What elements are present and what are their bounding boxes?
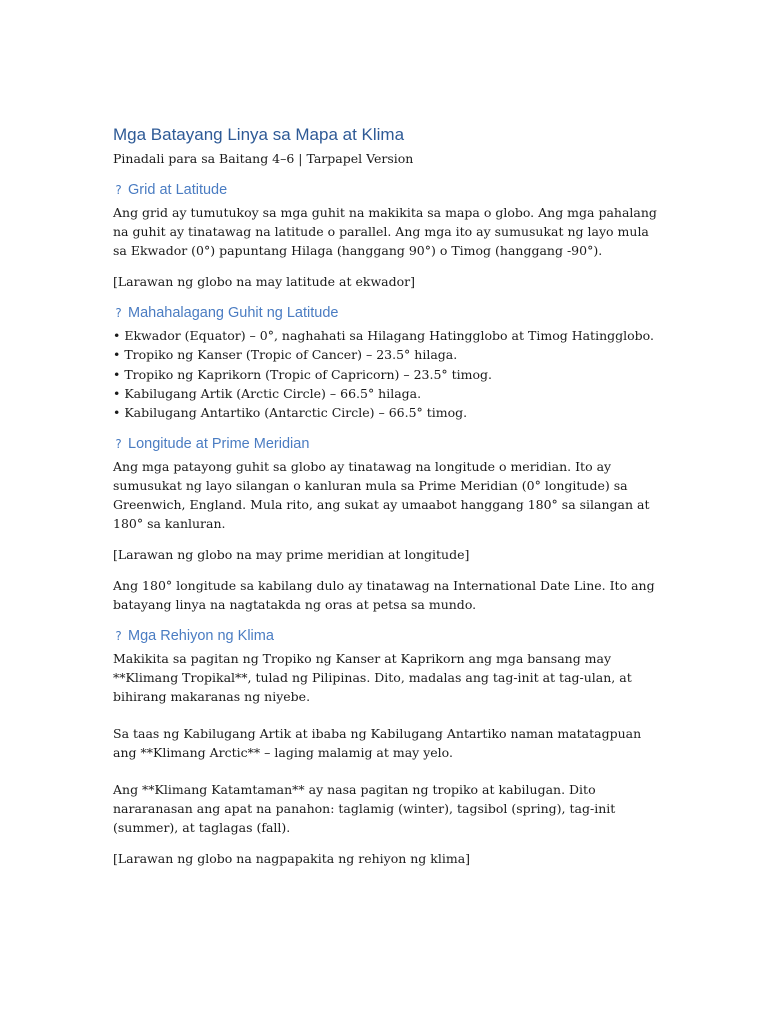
missing-glyph-icon: ? [115,629,122,644]
list-item: • Kabilugang Antartiko (Antarctic Circle) – 66.5° timog. [113,405,468,421]
list-item: • Tropiko ng Kaprikorn (Tropic of Capricorn) – 23.5° timog. [113,366,493,382]
climate-tropical-paragraph: Makikita sa pagitan ng Tropiko ng Kanser at Kaprikorn ang mga bansang may **Klimang Tropikal**, tulad ng Pilipinas. Dito, madalas ang tag-init at tag-ulan, at bihirang makaranas ng niyebe. [113,651,632,705]
section-heading-text: Mahahalagang Guhit ng Latitude [128,305,339,321]
missing-glyph-icon: ? [115,306,122,320]
section-heading-text: Mga Rehiyon ng Klima [128,628,274,645]
longitude-paragraph: Ang mga patayong guhit sa globo ay tinatawag na longitude o meridian. Ito ay sumusukat ng layo silangan o kanluran mula sa Prime Meridian (0° longitude) sa Greenwich, England. Mula rito, ang sukat ay umaabot hanggang 180° sa silangan at 180° sa kanluran. [113,459,650,532]
section-heading-grid [113,180,663,200]
list-item: • Ekwador (Equator) – 0°, naghahati sa Hilagang Hatingglobo at Timog Hatingglobo. [113,328,654,343]
document-page [113,124,663,880]
grid-paragraph: Ang grid ay tumutukoy sa mga guhit na makikita sa mapa o globo. Ang mga pahalang na guhit ay tinatawag na latitude o parallel. Ang mga ito ay sumusukat ng layo mula sa Ekwador (0°) papuntang Hilaga (hanggang 90°) o Timog (hanggang -90°). [113,205,657,258]
list-item: • Tropiko ng Kanser (Tropic of Cancer) – 23.5° hilaga. [113,347,458,363]
missing-glyph-icon: ? [115,437,122,452]
date-line-paragraph: Ang 180° longitude sa kabilang dulo ay tinatawag na International Date Line. Ito ang batayang linya na nagtatakda ng oras at petsa sa mundo. [113,578,655,613]
climate-arctic-paragraph: Sa taas ng Kabilugang Artik at ibaba ng Kabilugang Antartiko naman matatagpuan ang **Klimang Arctic** – laging malamig at may yelo. [113,726,642,761]
section-heading-text: Longitude at Prime Meridian [128,436,310,453]
climate-temperate-paragraph: Ang **Klimang Katamtaman** ay nasa pagitan ng tropiko at kabilugan. Dito nararanasan ang apat na panahon: taglamig (winter), tagsibol (spring), tag-init (summer), at taglagas (fall). [113,782,616,836]
list-item: • Kabilugang Artik (Arctic Circle) – 66.5° hilaga. [113,385,422,401]
section-heading-text: Grid at Latitude [128,182,228,198]
section-heading-latitude-lines [113,303,663,323]
missing-glyph-icon: ? [115,183,122,197]
grid-image-caption: [Larawan ng globo na may latitude at ekwador] [113,274,415,289]
climate-image-caption: [Larawan ng globo na nagpapakita ng rehiyon ng klima] [113,851,471,867]
section-heading-longitude [113,434,663,454]
page-subtitle: Pinadali para sa Baitang 4–6 | Tarpapel Version [113,151,414,166]
longitude-image-caption: [Larawan ng globo na may prime meridian at longitude] [113,547,470,563]
latitude-lines-list [113,326,663,422]
page-title: Mga Batayang Linya sa Mapa at Klima [113,125,405,144]
section-heading-climate [113,626,663,646]
